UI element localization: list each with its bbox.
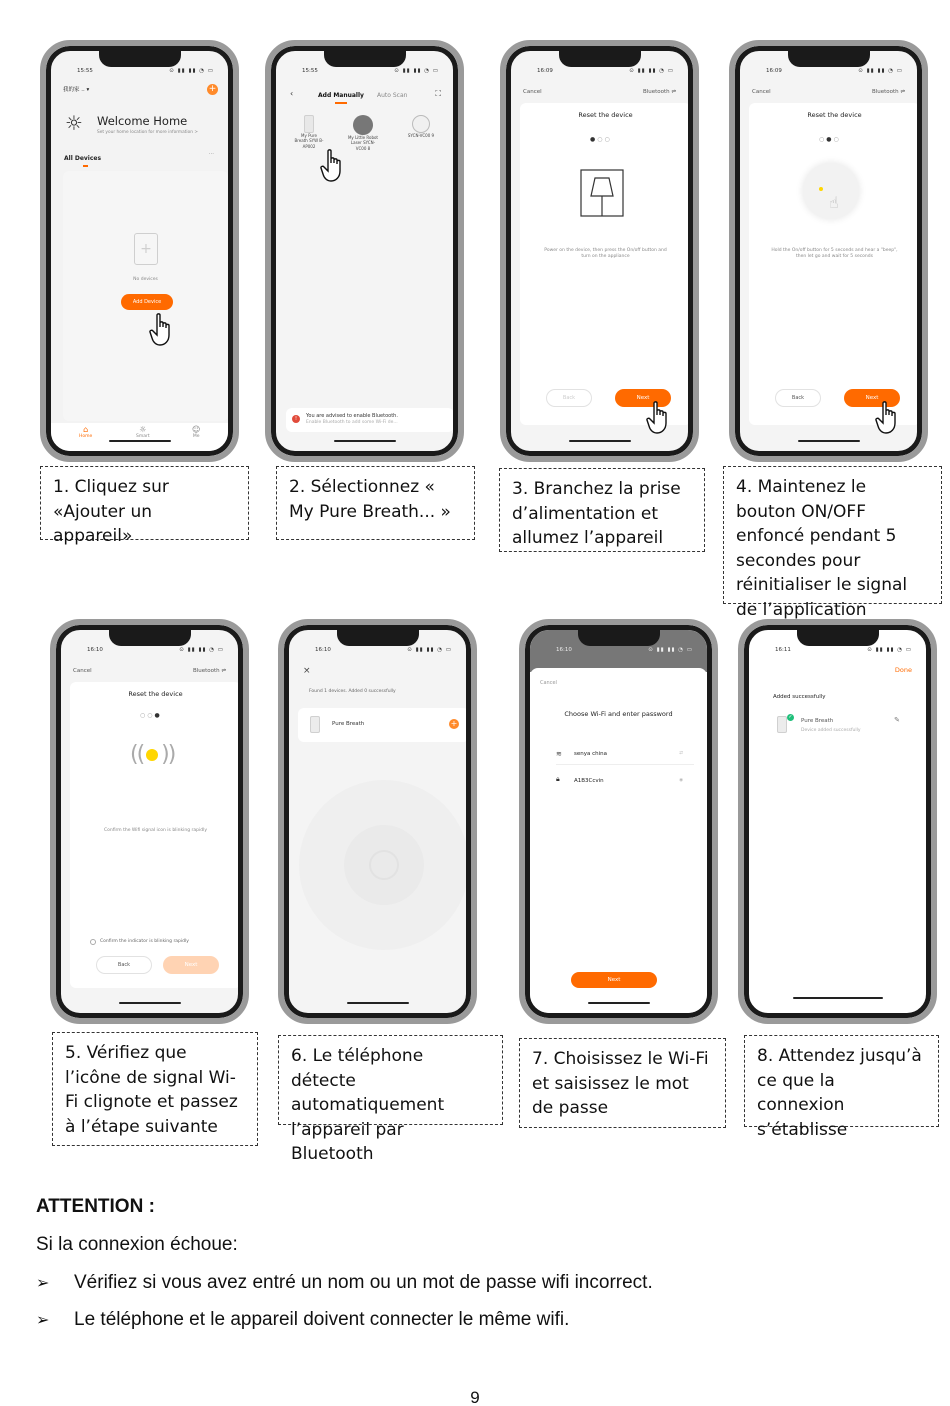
edit-pencil-icon[interactable]: ✎ bbox=[894, 716, 900, 724]
pointing-hand-icon bbox=[875, 401, 903, 435]
attention-subtitle: Si la connexion échoue: bbox=[36, 1234, 238, 1255]
home-indicator bbox=[569, 440, 631, 442]
status-bar: 15:55 ⊙ ▮▮ ▮▮ ◔ ▭ bbox=[77, 68, 214, 74]
close-icon[interactable]: × bbox=[303, 666, 311, 676]
instruction-text: Hold the On/off button for 5 seconds and hear a "beep", then let go and wait for 5 seconds bbox=[771, 248, 898, 260]
back-arrow-icon[interactable]: ‹ bbox=[290, 89, 294, 98]
status-bar: 16:11 ⊙ ▮▮ ▮▮ ◔ ▭ bbox=[775, 647, 912, 653]
home-indicator bbox=[588, 1002, 650, 1004]
devices-area bbox=[63, 171, 228, 421]
wifi-icon: ≋ bbox=[556, 750, 562, 758]
caption-step-3: 3. Branchez la prise d’alimentation et allumez l’appareil bbox=[499, 468, 705, 552]
pointing-hand-icon bbox=[149, 313, 177, 347]
bluetooth-link[interactable]: Bluetooth ⇌ bbox=[642, 89, 676, 95]
status-bar: 16:10 ⊙ ▮▮ ▮▮ ◔ ▭ bbox=[556, 647, 693, 653]
phone-notch bbox=[788, 50, 870, 67]
device-name: Pure Breath bbox=[332, 721, 365, 727]
phone-step-5 bbox=[50, 619, 249, 1024]
tab-auto-scan[interactable]: Auto Scan bbox=[377, 92, 408, 99]
bluetooth-link[interactable]: Bluetooth ⇌ bbox=[871, 89, 905, 95]
attention-bullet-2: ➢ Le téléphone et le appareil doivent connecter le même wifi. bbox=[36, 1309, 570, 1330]
attention-title: ATTENTION : bbox=[36, 1196, 155, 1217]
status-bar: 16:09 ⊙ ▮▮ ▮▮ ◔ ▭ bbox=[766, 68, 903, 74]
purifier-icon bbox=[777, 716, 787, 733]
reset-card bbox=[520, 103, 691, 425]
cancel-link[interactable]: Cancel bbox=[73, 668, 92, 674]
next-button[interactable]: Next bbox=[571, 972, 657, 988]
all-devices-label[interactable]: All Devices bbox=[64, 155, 102, 162]
cancel-link[interactable]: Cancel bbox=[523, 89, 542, 95]
back-button[interactable]: Back bbox=[775, 389, 821, 407]
phone-step-6 bbox=[278, 619, 477, 1024]
phone-notch bbox=[797, 629, 879, 646]
arrow-bullet-icon: ➢ bbox=[36, 1310, 50, 1329]
divider bbox=[556, 764, 694, 765]
bottom-tab-bar bbox=[51, 423, 228, 453]
done-button[interactable]: Done bbox=[894, 666, 912, 674]
card-title: Reset the device bbox=[578, 111, 633, 119]
scan-icon[interactable]: ⛶ bbox=[435, 89, 441, 98]
add-plus-icon[interactable]: + bbox=[450, 719, 458, 728]
caption-step-5: 5. Vérifiez que l’icône de signal Wi-Fi clignote et passez à l’étape suivante bbox=[52, 1032, 258, 1146]
device-item-robot[interactable]: My Little Robot Laser SYCN-VC00 8 bbox=[346, 115, 380, 151]
robot-icon bbox=[412, 115, 430, 133]
back-button[interactable]: Back bbox=[546, 389, 592, 407]
purifier-icon bbox=[304, 115, 314, 133]
phone-step-1 bbox=[40, 40, 239, 462]
page-number: 9 bbox=[470, 1388, 480, 1406]
status-bar: 16:09 ⊙ ▮▮ ▮▮ ◔ ▭ bbox=[537, 68, 674, 74]
attention-bullet-1: ➢ Vérifiez si vous avez entré un nom ou un mot de passe wifi incorrect. bbox=[36, 1272, 653, 1293]
caption-step-7: 7. Choisissez le Wi-Fi et saisissez le mot de passe bbox=[519, 1038, 726, 1128]
step-dots: ●○○ bbox=[590, 136, 612, 143]
home-indicator bbox=[334, 440, 396, 442]
pointing-hand-icon bbox=[646, 401, 674, 435]
me-tab-icon[interactable]: ☺ Me bbox=[192, 425, 201, 439]
status-bar: 16:10 ⊙ ▮▮ ▮▮ ◔ ▭ bbox=[87, 647, 224, 653]
back-button[interactable]: Back bbox=[96, 956, 152, 974]
device-row[interactable] bbox=[298, 708, 469, 742]
device-name: Pure Breath bbox=[801, 718, 834, 724]
phone-step-3 bbox=[500, 40, 699, 462]
step-dots: ○○● bbox=[140, 712, 162, 719]
tab-underline bbox=[335, 102, 347, 104]
home-indicator bbox=[119, 1002, 181, 1004]
phone-notch bbox=[109, 629, 191, 646]
device-item-pure-breath[interactable]: My Pure Breath SYW B-AP002 bbox=[294, 115, 324, 149]
instruction-text: Power on the device, then press the On/off button and turn on the appliance bbox=[544, 248, 667, 260]
welcome-subtitle[interactable]: Set your home location for more information > bbox=[97, 130, 198, 135]
home-tab-icon[interactable]: ⌂ Home bbox=[79, 425, 93, 439]
home-indicator bbox=[347, 1002, 409, 1004]
bluetooth-notice[interactable]: ! You are advised to enable Bluetooth. Enable Bluetooth to add some Wi-Fi de... bbox=[286, 408, 454, 432]
card-title: Reset the device bbox=[807, 111, 862, 119]
robot-vacuum-icon bbox=[353, 115, 373, 135]
scan-radar-illustration bbox=[299, 780, 469, 950]
tab-add-manually[interactable]: Add Manually bbox=[318, 92, 364, 99]
power-button-illustration bbox=[803, 163, 859, 219]
plug-socket-icon bbox=[577, 166, 627, 228]
found-text: Found 1 devices. Added 0 successfully bbox=[309, 689, 396, 694]
wifi-sheet bbox=[530, 668, 707, 1013]
tab-underline bbox=[83, 165, 88, 167]
cancel-link[interactable]: Cancel bbox=[540, 680, 557, 686]
warning-icon: ! bbox=[292, 415, 300, 423]
confirm-label[interactable]: Confirm the indicator is blinking rapidly bbox=[100, 939, 189, 944]
device-item-vc009[interactable]: SYCN-VC00 9 bbox=[404, 115, 438, 138]
phone-notch bbox=[324, 50, 406, 67]
success-check-icon: ✓ bbox=[788, 714, 793, 720]
indicator-dot bbox=[819, 187, 823, 191]
card-title: Reset the device bbox=[128, 690, 183, 698]
caption-step-8: 8. Attendez jusqu’à ce que la connexion s’établisse bbox=[744, 1035, 939, 1127]
sheet-title: Choose Wi-Fi and enter password bbox=[564, 710, 673, 718]
reset-card bbox=[749, 103, 920, 425]
smart-tab-icon[interactable]: ☼ Smart bbox=[136, 425, 150, 439]
home-indicator bbox=[793, 997, 883, 999]
purifier-icon bbox=[310, 716, 320, 733]
arrow-bullet-icon: ➢ bbox=[36, 1273, 50, 1292]
phone-step-7 bbox=[519, 619, 718, 1024]
next-button[interactable]: Next bbox=[615, 389, 671, 407]
phone-notch bbox=[578, 629, 660, 646]
sun-icon: ☼ bbox=[65, 111, 83, 135]
reset-card bbox=[70, 682, 241, 988]
phone-step-4 bbox=[729, 40, 928, 462]
switch-network-icon[interactable]: ⇄ bbox=[679, 751, 683, 756]
phone-notch bbox=[337, 629, 419, 646]
eye-icon[interactable]: ◉ bbox=[679, 778, 683, 783]
step-dots: ○●○ bbox=[819, 136, 841, 143]
device-status: Device added successfully bbox=[801, 728, 861, 733]
phone-notch bbox=[99, 50, 181, 67]
phone-notch bbox=[559, 50, 641, 67]
added-title: Added successfully bbox=[773, 694, 826, 700]
wifi-signal-icon: (( )) bbox=[130, 742, 175, 767]
bluetooth-link[interactable]: Bluetooth ⇌ bbox=[192, 668, 226, 674]
more-icon[interactable]: ··· bbox=[208, 151, 214, 157]
next-button[interactable]: Next bbox=[163, 956, 219, 974]
status-bar: 15:55 ⊙ ▮▮ ▮▮ ◔ ▭ bbox=[302, 68, 439, 74]
caption-step-1: 1. Cliquez sur «Ajouter un appareil» bbox=[40, 466, 249, 540]
empty-device-icon: + bbox=[134, 233, 158, 265]
confirm-radio[interactable] bbox=[90, 939, 96, 945]
caption-step-4: 4. Maintenez le bouton ON/OFF enfoncé pendant 5 secondes pour réinitialiser le signal de l’application bbox=[723, 466, 942, 604]
welcome-title: Welcome Home bbox=[97, 114, 188, 128]
add-device-button[interactable]: Add Device bbox=[121, 294, 173, 310]
phone-step-2 bbox=[265, 40, 464, 462]
pointing-hand-icon bbox=[320, 149, 348, 183]
wifi-password-input[interactable]: A1B3Ccvin bbox=[574, 778, 604, 784]
instruction-text: Confirm the Wifi signal icon is blinking rapidly bbox=[103, 828, 208, 833]
home-indicator bbox=[109, 440, 171, 442]
caption-step-6: 6. Le téléphone détecte automatiquement l’appareil par Bluetooth bbox=[278, 1035, 503, 1125]
status-bar: 16:10 ⊙ ▮▮ ▮▮ ◔ ▭ bbox=[315, 647, 452, 653]
home-indicator bbox=[798, 440, 860, 442]
next-button[interactable]: Next bbox=[844, 389, 900, 407]
cancel-link[interactable]: Cancel bbox=[752, 89, 771, 95]
phone-step-8 bbox=[738, 619, 937, 1024]
add-plus-icon[interactable]: + bbox=[208, 84, 217, 94]
caption-step-2: 2. Sélectionnez « My Pure Breath... » bbox=[276, 466, 475, 540]
finger-press-icon: ☝ bbox=[829, 193, 839, 212]
home-selector[interactable]: 我的家 .. ▾ bbox=[63, 87, 90, 93]
wifi-ssid-input[interactable]: senya china bbox=[574, 751, 608, 757]
lock-icon: 🔒︎ bbox=[556, 775, 560, 783]
no-devices-text: No devices bbox=[133, 277, 158, 282]
